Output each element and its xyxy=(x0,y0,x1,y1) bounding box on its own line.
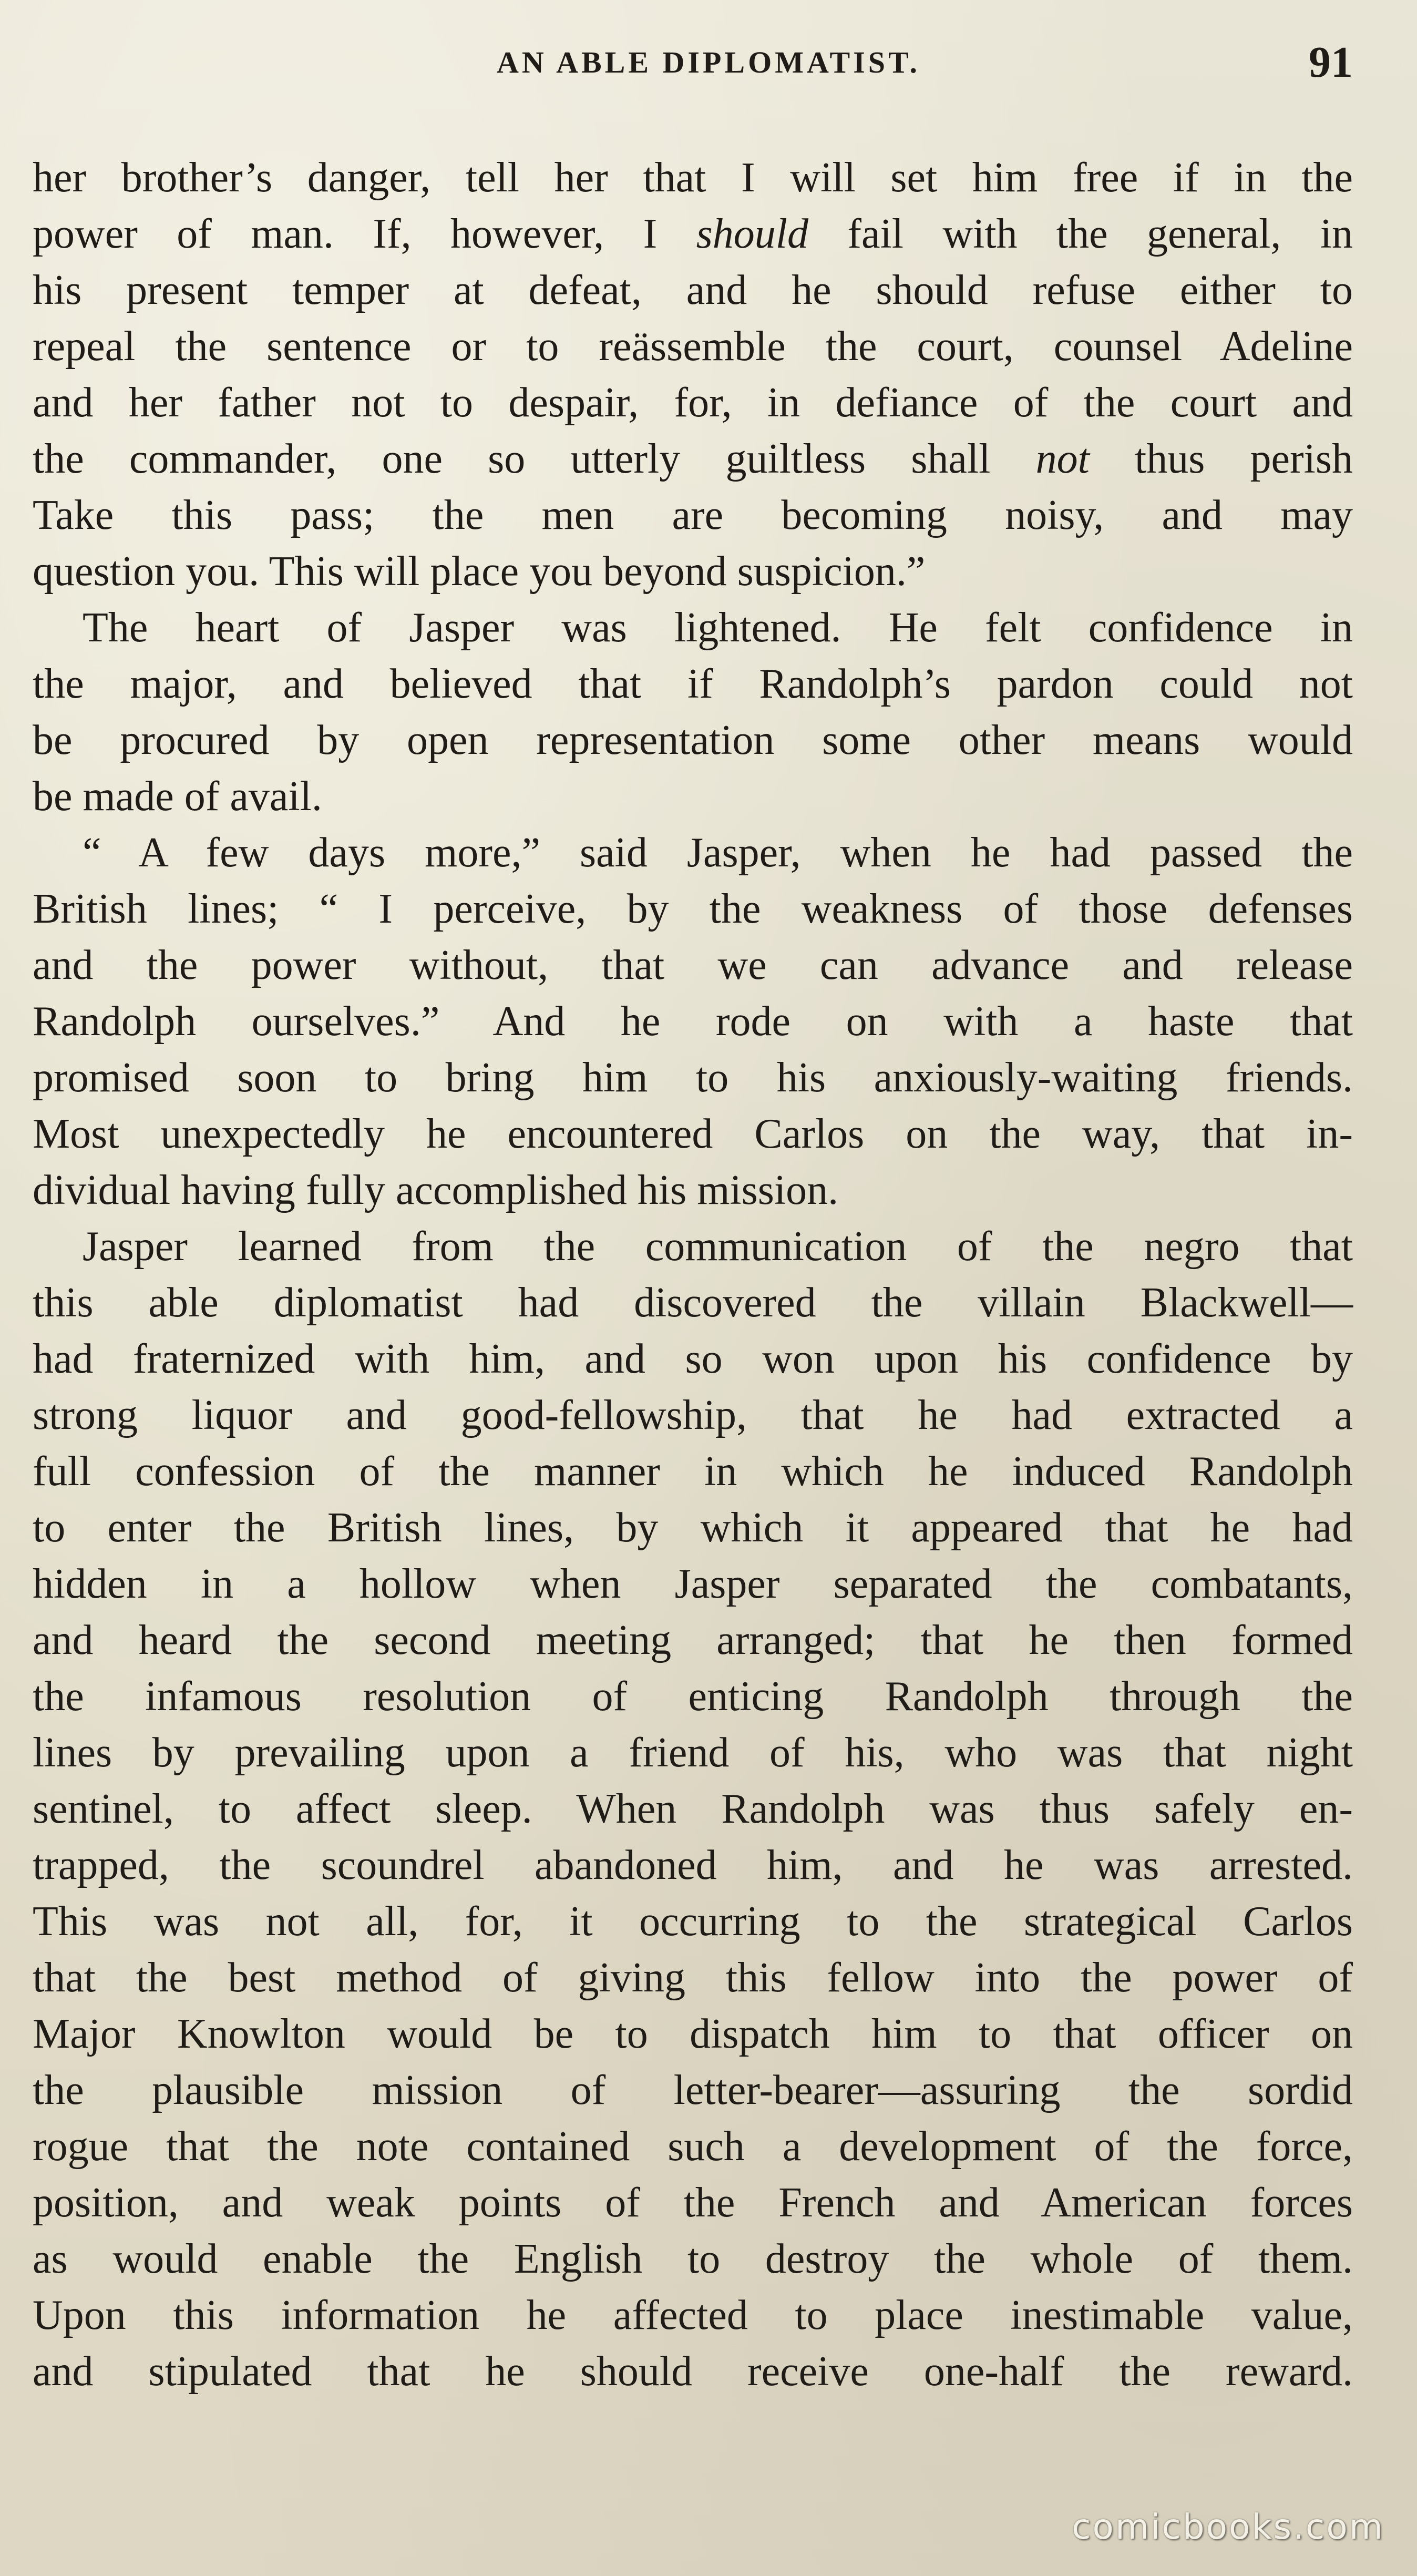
text-line: Randolph ourselves.” And he rode on with a haste that xyxy=(33,998,1353,1045)
text-line: be made of avail. xyxy=(33,773,322,820)
text-line: position, and weak points of the French and American forces xyxy=(33,2180,1353,2226)
body-text xyxy=(33,150,1353,2400)
emphasis-text: should xyxy=(696,211,808,257)
text-line: Upon this information he affected to place inestimable value, xyxy=(33,2292,1353,2338)
text-line: her brother’s danger, tell her that I will set him free if in the xyxy=(33,155,1353,201)
text-line: that the best method of giving this fellow into the power of xyxy=(33,1955,1353,2001)
text-line: the major, and believed that if Randolph’s pardon could not xyxy=(33,661,1353,707)
text-line: and stipulated that he should receive one-half the reward. xyxy=(33,2348,1353,2395)
text-line: trapped, the scoundrel abandoned him, and he was arrested. xyxy=(33,1842,1353,1888)
text-line: repeal the sentence or to reässemble the court, counsel Adeline xyxy=(33,323,1353,370)
text-line: This was not all, for, it occurring to the strategical Carlos xyxy=(33,1898,1353,1945)
text-line: as would enable the English to destroy the whole of them. xyxy=(33,2236,1353,2282)
text-line: strong liquor and good-fellowship, that he had extracted a xyxy=(33,1392,1353,1438)
running-title: AN ABLE DIPLOMATIST. xyxy=(497,45,920,79)
text-line: and heard the second meeting arranged; that he then formed xyxy=(33,1617,1353,1663)
text-line: The heart of Jasper was lightened. He felt confidence in xyxy=(83,605,1353,651)
text-line: to enter the British lines, by which it appeared that he had xyxy=(33,1505,1353,1551)
text-line: promised soon to bring him to his anxiously-waiting friends. xyxy=(33,1055,1353,1101)
text-line: “ A few days more,” said Jasper, when he had passed the xyxy=(83,830,1353,876)
text-line: hidden in a hollow when Jasper separated the combatants, xyxy=(33,1561,1353,1607)
text-line: and the power without, that we can advance and release xyxy=(33,942,1353,988)
text-line: be procured by open representation some other means would xyxy=(33,717,1353,763)
text-line: had fraternized with him, and so won upon his confidence by xyxy=(33,1336,1353,1382)
page-number: 91 xyxy=(1309,38,1353,87)
text-line: and her father not to despair, for, in defiance of the court and xyxy=(33,380,1353,426)
text-line: the plausible mission of letter-bearer—assuring the sordid xyxy=(33,2067,1353,2113)
text-line: Jasper learned from the communication of the negro that xyxy=(83,1223,1353,1270)
text-line: dividual having fully accomplished his mission. xyxy=(33,1167,839,1213)
text-line: his present temper at defeat, and he should refuse either to xyxy=(33,267,1353,313)
text-line: sentinel, to affect sleep. When Randolph was thus safely en- xyxy=(33,1786,1353,1832)
text-line: Take this pass; the men are becoming noisy, and may xyxy=(33,492,1353,538)
text-line: power of man. If, however, I should fail with the general, in xyxy=(33,211,1353,257)
text-line: the infamous resolution of enticing Randolph through the xyxy=(33,1673,1353,1720)
text-line: rogue that the note contained such a development of the force, xyxy=(33,2123,1353,2170)
text-line: this able diplomatist had discovered the villain Blackwell— xyxy=(33,1280,1353,1326)
text-line: full confession of the manner in which he induced Randolph xyxy=(33,1448,1353,1495)
text-line: question you. This will place you beyond suspicion.” xyxy=(33,548,926,595)
text-line: Most unexpectedly he encountered Carlos on the way, that in- xyxy=(33,1111,1353,1157)
text-line: British lines; “ I perceive, by the weakness of those defenses xyxy=(33,886,1353,932)
text-line: Major Knowlton would be to dispatch him to that officer on xyxy=(33,2011,1353,2057)
text-line: lines by prevailing upon a friend of his, who was that night xyxy=(33,1730,1353,1776)
site-watermark: comicbooks.com xyxy=(1072,2507,1384,2547)
text-line: the commander, one so utterly guiltless shall not thus perish xyxy=(33,436,1353,482)
emphasis-text: not xyxy=(1035,436,1090,482)
